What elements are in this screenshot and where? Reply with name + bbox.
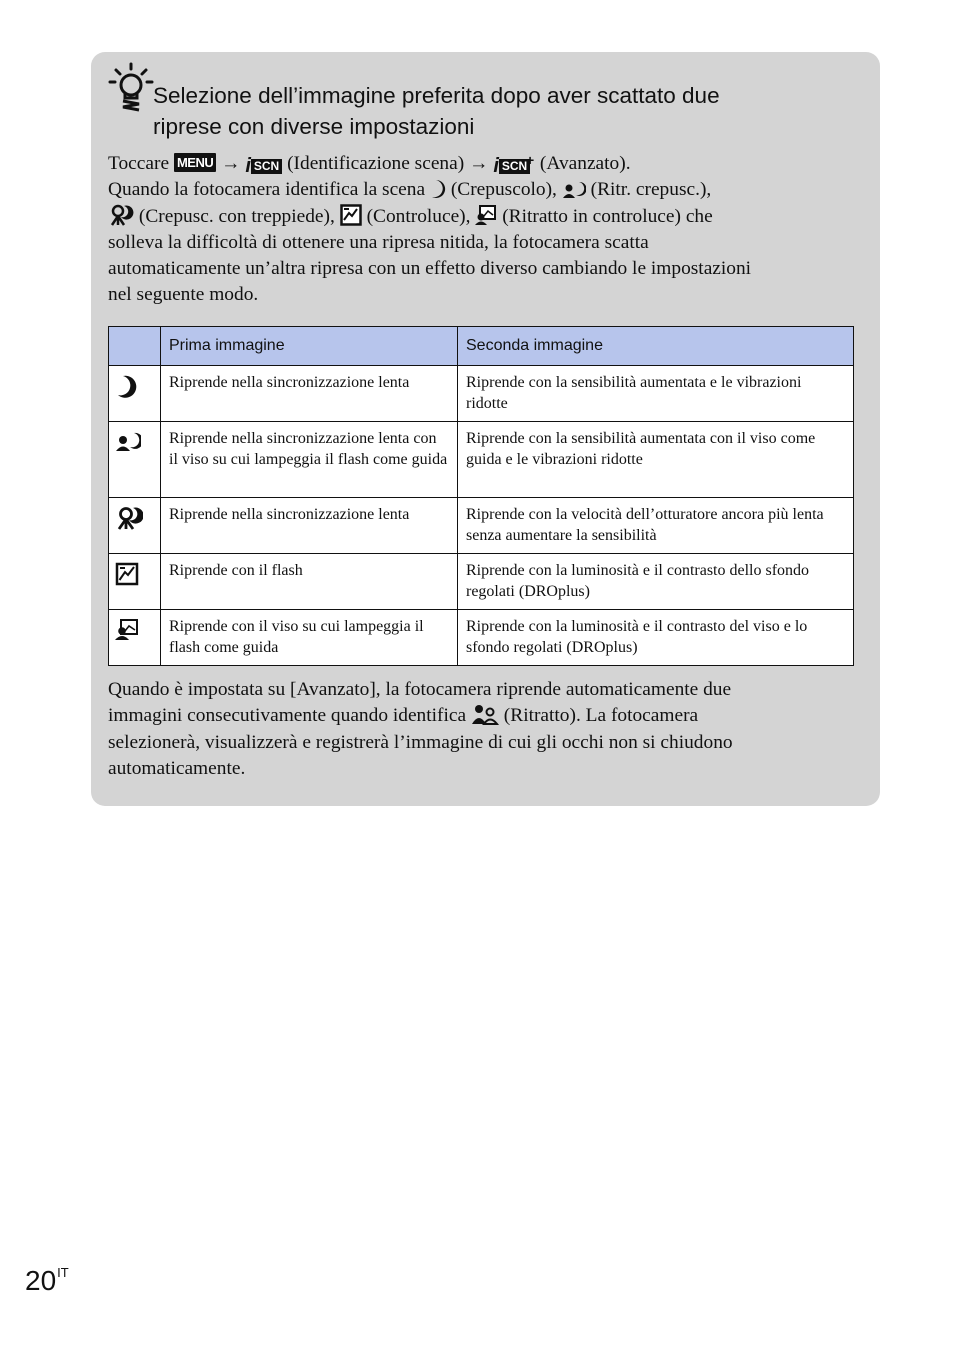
- twilight-tripod-icon: [108, 204, 134, 226]
- twilight-tripod-icon: [115, 506, 143, 530]
- intro-paragraph: [108, 151, 868, 309]
- closing-text: immagini consecutivamente quando identifica: [108, 705, 467, 727]
- closing-text: selezionerà, visualizzerà e registrerà l’immagine di cui gli occhi non si chiudono: [108, 731, 733, 753]
- intro-text: (Ritratto in controluce) che: [502, 205, 713, 227]
- table-header-row: [109, 327, 854, 366]
- row-first: Riprende nella sincronizzazione lenta con il viso su cui lampeggia il flash come guida: [161, 422, 458, 498]
- tip-title-line: Selezione dell’immagine preferita dopo aver scattato due: [153, 83, 720, 108]
- iscn-i: i: [245, 155, 251, 177]
- table-header-icon: [109, 327, 161, 366]
- row-first: Riprende nella sincronizzazione lenta: [161, 498, 458, 554]
- row-second: Riprende con la velocità dell’otturatore ancora più lenta senza aumentare la sensibilità: [458, 498, 854, 554]
- arrow: →: [221, 153, 241, 174]
- intro-text: (Ritr. crepusc.),: [590, 179, 712, 201]
- scene-recognition-icon: [245, 153, 282, 175]
- closing-paragraph: [108, 677, 868, 782]
- iscn-i: i: [493, 155, 499, 177]
- row-icon-cell: [109, 610, 161, 666]
- tip-title-line: riprese con diverse impostazioni: [153, 114, 475, 139]
- intro-text: solleva la difficoltà di ottenere una ripresa nitida, la fotocamera scatta: [108, 231, 649, 253]
- backlight-icon: [340, 204, 362, 226]
- twilight-portrait-icon: [562, 179, 586, 199]
- row-icon-cell: [109, 366, 161, 422]
- portrait-icon: [471, 703, 499, 725]
- iscn-label: SCN: [251, 159, 282, 174]
- table-row: [109, 498, 854, 554]
- twilight-portrait-icon: [115, 430, 141, 452]
- intro-text: (Controluce),: [366, 205, 471, 227]
- twilight-icon: [430, 179, 446, 199]
- closing-text: automaticamente.: [108, 757, 246, 779]
- row-first: Riprende con il flash: [161, 554, 458, 610]
- closing-text: (Ritratto). La fotocamera: [503, 705, 699, 727]
- table-header-first: Prima immagine: [161, 327, 458, 366]
- scene-recognition-advanced-icon: [493, 152, 535, 177]
- row-first: Riprende nella sincronizzazione lenta: [161, 366, 458, 422]
- intro-text: (Avanzato).: [539, 153, 631, 174]
- settings-table: [108, 326, 854, 666]
- intro-text: automaticamente un’altra ripresa con un effetto diverso cambiando le impostazioni: [108, 258, 752, 280]
- row-second: Riprende con la sensibilità aumentata con il viso come guida e le vibrazioni ridotte: [458, 422, 854, 498]
- page-number-value: 20: [25, 1265, 57, 1296]
- intro-text: (Crepuscolo),: [450, 179, 557, 201]
- twilight-icon: [115, 374, 137, 398]
- backlight-portrait-icon: [115, 618, 139, 640]
- table-header-second: Seconda immagine: [458, 327, 854, 366]
- table-row: [109, 422, 854, 498]
- page-number: [25, 1265, 69, 1297]
- row-icon-cell: [109, 554, 161, 610]
- tip-title: [153, 80, 843, 142]
- table-row: [109, 610, 854, 666]
- table-row: [109, 366, 854, 422]
- row-icon-cell: [109, 498, 161, 554]
- backlight-icon: [115, 562, 139, 586]
- intro-text: Quando la fotocamera identifica la scena: [108, 179, 426, 201]
- row-second: Riprende con la luminosità e il contrasto dello sfondo regolati (DROplus): [458, 554, 854, 610]
- row-first: Riprende con il viso su cui lampeggia il flash come guida: [161, 610, 458, 666]
- row-icon-cell: [109, 422, 161, 498]
- closing-text: Quando è impostata su [Avanzato], la fotocamera riprende automaticamente due: [108, 679, 732, 700]
- arrow: →: [469, 153, 489, 174]
- backlight-portrait-icon: [475, 204, 497, 226]
- intro-text: (Crepusc. con treppiede),: [138, 205, 335, 227]
- row-second: Riprende con la luminosità e il contrasto del viso e lo sfondo regolati (DROplus): [458, 610, 854, 666]
- intro-text: Toccare: [108, 153, 170, 174]
- menu-icon: MENU: [174, 153, 216, 172]
- lightbulb-icon: [108, 62, 154, 114]
- table-row: [109, 554, 854, 610]
- page-language: IT: [57, 1265, 69, 1280]
- intro-text: nel seguente modo.: [108, 284, 259, 306]
- iscn-plus: +: [526, 152, 535, 168]
- iscn-label: SCN: [499, 159, 530, 174]
- row-second: Riprende con la sensibilità aumentata e le vibrazioni ridotte: [458, 366, 854, 422]
- intro-text: (Identificazione scena): [287, 153, 465, 174]
